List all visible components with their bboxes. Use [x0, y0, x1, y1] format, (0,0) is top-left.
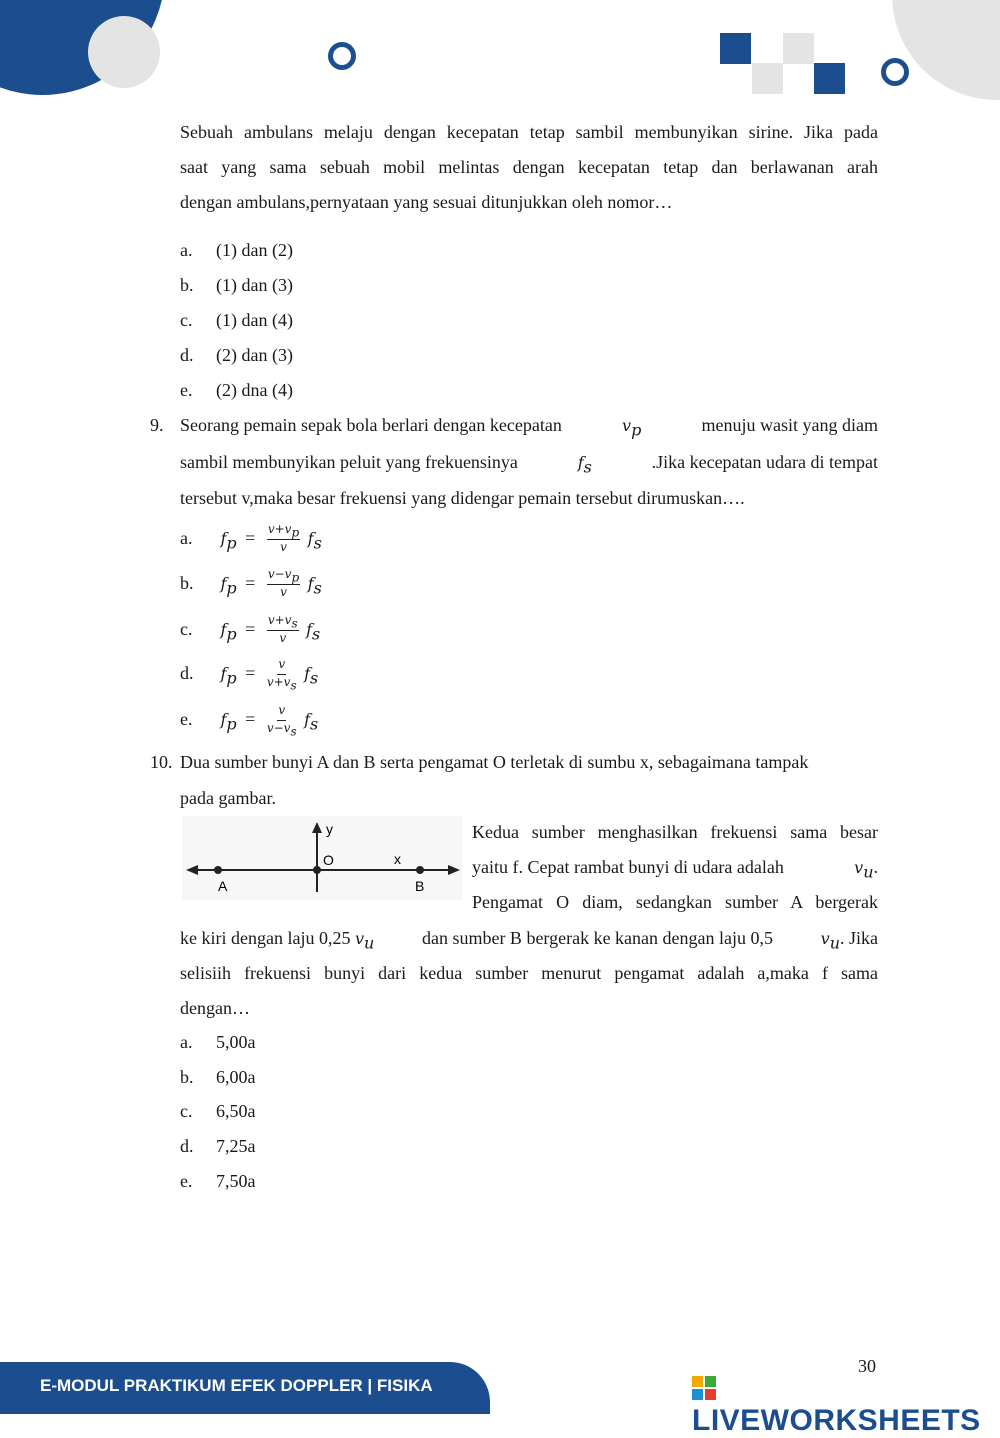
numerator	[267, 613, 299, 631]
period: .	[873, 857, 878, 877]
numerator	[267, 567, 300, 585]
q9-line-2	[180, 452, 878, 477]
option-label: c.	[180, 310, 193, 330]
numerator	[267, 522, 300, 540]
math-var: f	[220, 620, 227, 640]
option-label: b.	[180, 1067, 194, 1087]
intro-option-c[interactable]	[180, 310, 293, 331]
math-sub: s	[310, 714, 319, 734]
den-sub: s	[290, 678, 297, 693]
math-sub: s	[312, 624, 321, 644]
equals-sign: =	[245, 573, 256, 594]
q10-option-c[interactable]	[180, 1101, 256, 1122]
math-var: f	[306, 620, 313, 640]
math-sub: p	[631, 420, 642, 440]
math-sub: p	[226, 668, 237, 688]
numerator	[277, 657, 286, 675]
math-var: v	[622, 416, 632, 435]
math-sub: p	[226, 714, 237, 734]
equals-sign: =	[245, 619, 256, 640]
math-var: f	[307, 574, 314, 594]
num-sub: p	[291, 570, 300, 585]
header-square-2	[752, 63, 783, 94]
math-sub: u	[364, 933, 375, 953]
q9-line2-text-b: .Jika kecepatan udara di tempat	[651, 452, 878, 472]
side-line2-text: yaitu f. Cepat rambat bunyi di udara adalah	[472, 857, 784, 877]
math-sub: s	[583, 457, 592, 477]
q9-option-e[interactable]	[180, 703, 318, 739]
q10-vu	[854, 857, 878, 882]
q10-line-1: Dua sumber bunyi A dan B serta pengamat O terletak di sumbu x, sebagaimana tampak	[180, 752, 809, 772]
math-var: v	[854, 858, 864, 877]
q9-number: 9.	[150, 415, 164, 435]
q10-line-4	[180, 928, 878, 953]
option-label: c.	[180, 1101, 193, 1121]
option-text: 7,50a	[216, 1171, 256, 1191]
q10-side-line-1: Kedua sumber menghasilkan frekuensi sama besar	[472, 822, 878, 842]
num-sub: p	[291, 525, 300, 540]
fraction	[267, 703, 297, 739]
option-text: (1) dan (3)	[216, 275, 293, 295]
denominator	[267, 721, 297, 738]
num-text: v	[278, 657, 286, 671]
q10-axis-figure	[182, 816, 462, 900]
q9-vp	[622, 415, 641, 440]
q9-option-d[interactable]	[180, 657, 318, 693]
num-text: v+v	[267, 522, 292, 536]
num-text: v−v	[267, 567, 292, 581]
option-text: (2) dna (4)	[216, 380, 293, 400]
math-sub: u	[829, 933, 840, 953]
option-text: (2) dan (3)	[216, 345, 293, 365]
q10-option-d[interactable]	[180, 1136, 256, 1157]
den-text: v	[279, 631, 287, 646]
option-label: a.	[180, 1032, 193, 1052]
header-square-3	[783, 33, 814, 64]
option-text: (1) dan (4)	[216, 310, 293, 330]
den-text: v	[280, 540, 287, 555]
footer-bar	[0, 1362, 490, 1414]
denominator	[279, 631, 286, 648]
point-a	[214, 866, 222, 874]
header-ring-right	[881, 58, 909, 86]
line4-text-b: dan sumber B bergerak ke kanan dengan laju 0,5	[421, 928, 774, 948]
numerator	[277, 703, 286, 721]
header-square-1	[720, 33, 751, 64]
den-text: v	[280, 585, 287, 600]
denominator	[280, 585, 287, 602]
equals-sign: =	[245, 663, 256, 684]
line4-text-a: ke kiri dengan laju 0,25	[180, 928, 351, 948]
page-number: 30	[858, 1356, 876, 1376]
q9-fs	[578, 452, 592, 477]
x-axis-label: x	[394, 851, 401, 867]
equals-sign: =	[245, 709, 256, 730]
option-label: d.	[180, 345, 194, 365]
line4-part-1	[180, 928, 374, 953]
y-axis-label: y	[326, 821, 333, 837]
header-ring-left	[328, 42, 356, 70]
math-sub: s	[313, 533, 322, 553]
option-label: c.	[180, 619, 193, 640]
q9-line1-text-a: Seorang pemain sepak bola berlari dengan kecepatan	[180, 415, 562, 435]
fraction	[267, 522, 300, 558]
option-text: 7,25a	[216, 1136, 256, 1156]
option-label: e.	[180, 1171, 193, 1191]
brand-text: LIVEWORKSHEETS	[692, 1404, 981, 1437]
intro-line-3: dengan ambulans,pernyataan yang sesuai ditunjukkan oleh nomor…	[180, 192, 673, 212]
module-title: E-MODUL PRAKTIKUM EFEK DOPPLER | FISIKA	[40, 1376, 433, 1395]
option-text: 6,00a	[216, 1067, 256, 1087]
point-b	[416, 866, 424, 874]
q9-line2-text-a: sambil membunyikan peluit yang frekuensinya	[180, 452, 518, 472]
option-label: a.	[180, 528, 193, 549]
math-sub: s	[313, 578, 322, 598]
math-var: v	[354, 929, 365, 948]
q10-line-5: selisiih frekuensi bunyi dari kedua sumber menurut pengamat adalah a,maka f sama	[180, 963, 878, 983]
q9-option-a[interactable]	[180, 522, 322, 558]
line4-text-c: . Jika	[840, 928, 878, 948]
intro-option-a[interactable]	[180, 240, 293, 261]
a-label: A	[218, 878, 228, 894]
q10-option-b[interactable]	[180, 1067, 256, 1088]
den-sub: s	[290, 724, 297, 739]
math-sub: p	[226, 533, 237, 553]
q10-side-line-3: Pengamat O diam, sedangkan sumber A bergerak	[472, 892, 878, 912]
option-label: e.	[180, 380, 193, 400]
o-label: O	[323, 852, 334, 868]
math-var: f	[577, 453, 584, 472]
fraction	[267, 613, 299, 649]
math-var: f	[220, 529, 227, 549]
q9-line-3: tersebut v,maka besar frekuensi yang didengar pemain tersebut dirumuskan….	[180, 488, 745, 508]
fraction	[267, 657, 297, 693]
num-sub: s	[291, 616, 298, 631]
intro-option-b[interactable]	[180, 275, 293, 296]
option-label: a.	[180, 240, 193, 260]
option-label: d.	[180, 1136, 194, 1156]
q10-number: 10.	[150, 752, 173, 772]
num-text: v+v	[267, 613, 292, 627]
math-sub: s	[310, 668, 319, 688]
option-text: (1) dan (2)	[216, 240, 293, 260]
q9-option-c[interactable]	[180, 613, 320, 649]
q10-side-line-2	[472, 857, 878, 882]
option-label: e.	[180, 709, 193, 730]
fraction	[267, 567, 300, 603]
point-o	[313, 866, 321, 874]
den-text: v−v	[266, 721, 291, 736]
q10-line-2: pada gambar.	[180, 788, 276, 808]
denominator	[267, 675, 297, 692]
math-sub: p	[226, 578, 237, 598]
option-label: b.	[180, 275, 194, 295]
liveworksheets-logo-icon	[692, 1376, 716, 1400]
line4-part-3	[821, 928, 878, 953]
option-label: d.	[180, 663, 194, 684]
option-label: b.	[180, 573, 194, 594]
math-var: f	[304, 710, 311, 730]
math-sub: u	[863, 862, 874, 882]
q10-option-a[interactable]	[180, 1032, 256, 1053]
liveworksheets-brand[interactable]	[692, 1370, 1000, 1438]
num-text: v	[278, 703, 286, 717]
math-var: f	[304, 664, 311, 684]
b-label: B	[415, 878, 425, 894]
math-sub: p	[226, 624, 237, 644]
intro-option-d[interactable]	[180, 345, 293, 366]
q9-option-b[interactable]	[180, 567, 322, 603]
q10-line-6: dengan…	[180, 998, 250, 1018]
equals-sign: =	[245, 528, 256, 549]
math-var: f	[220, 574, 227, 594]
math-var: f	[220, 664, 227, 684]
math-var: f	[220, 710, 227, 730]
header-square-4	[814, 63, 845, 94]
math-var: f	[307, 529, 314, 549]
intro-option-e[interactable]	[180, 380, 293, 401]
denominator	[280, 540, 287, 557]
q10-option-e[interactable]	[180, 1171, 256, 1192]
option-text: 5,00a	[216, 1032, 256, 1052]
q9-line-1	[180, 415, 878, 440]
option-text: 6,50a	[216, 1101, 256, 1121]
q9-line1-text-b: menuju wasit yang diam	[701, 415, 878, 435]
header-grey-circle	[88, 16, 160, 88]
header-grey-arc-right	[892, 0, 1000, 100]
intro-line-1: Sebuah ambulans melaju dengan kecepatan tetap sambil membunyikan sirine. Jika pada	[180, 122, 878, 142]
intro-line-2: saat yang sama sebuah mobil melintas dengan kecepatan tetap dan berlawanan arah	[180, 157, 878, 177]
den-text: v+v	[266, 675, 291, 690]
math-var: v	[820, 929, 830, 948]
